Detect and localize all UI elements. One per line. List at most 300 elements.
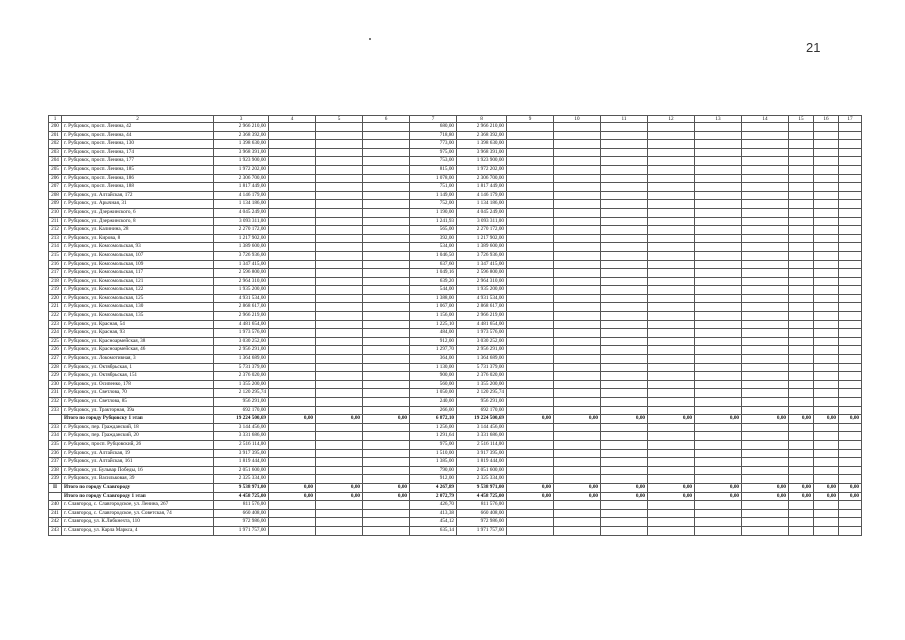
value-cell: 2 956 291,00 bbox=[457, 346, 507, 355]
value-cell: 1 817 449,00 bbox=[214, 183, 269, 192]
value-cell bbox=[695, 372, 742, 381]
value-cell bbox=[269, 475, 316, 484]
value-cell bbox=[507, 303, 554, 312]
value-cell bbox=[742, 243, 789, 252]
address-cell: Итого по городу Славгороду bbox=[62, 483, 214, 492]
row-number: 219 bbox=[49, 286, 62, 295]
row-number bbox=[49, 492, 62, 501]
address-cell: г. Рубцовск, пер. Гражданский, 20 bbox=[62, 432, 214, 441]
value-cell: 0,00 bbox=[648, 483, 695, 492]
value-cell bbox=[363, 423, 410, 432]
value-cell bbox=[507, 458, 554, 467]
value-cell bbox=[363, 389, 410, 398]
value-cell bbox=[554, 251, 601, 260]
value-cell: 1 156,00 bbox=[410, 312, 457, 321]
value-cell bbox=[269, 449, 316, 458]
value-cell bbox=[363, 320, 410, 329]
value-cell bbox=[839, 260, 862, 269]
value-cell bbox=[316, 372, 363, 381]
value-cell: 0,00 bbox=[363, 415, 410, 424]
value-cell: 1 819 444,00 bbox=[214, 458, 269, 467]
value-cell bbox=[695, 269, 742, 278]
value-cell bbox=[814, 406, 839, 415]
value-cell bbox=[789, 423, 814, 432]
value-cell bbox=[316, 406, 363, 415]
value-cell bbox=[742, 346, 789, 355]
value-cell bbox=[695, 208, 742, 217]
value-cell bbox=[695, 389, 742, 398]
table-row bbox=[49, 440, 862, 449]
value-cell bbox=[839, 337, 862, 346]
value-cell bbox=[789, 372, 814, 381]
value-cell bbox=[695, 337, 742, 346]
value-cell bbox=[363, 123, 410, 132]
table-row bbox=[49, 458, 862, 467]
value-cell: 2 516 114,00 bbox=[214, 440, 269, 449]
value-cell: 1 398 630,00 bbox=[214, 140, 269, 149]
value-cell bbox=[695, 329, 742, 338]
value-cell bbox=[554, 277, 601, 286]
value-cell: 0,00 bbox=[839, 492, 862, 501]
value-cell bbox=[648, 165, 695, 174]
table-row bbox=[49, 208, 862, 217]
value-cell bbox=[814, 148, 839, 157]
value-cell bbox=[507, 234, 554, 243]
value-cell bbox=[695, 509, 742, 518]
address-cell: г. Рубцовск, ул. Комсомольская, 109 bbox=[62, 260, 214, 269]
header-cell: 13 bbox=[695, 116, 742, 123]
value-cell: 753,00 bbox=[410, 157, 457, 166]
value-cell: 0,00 bbox=[695, 483, 742, 492]
value-cell bbox=[316, 423, 363, 432]
value-cell: 1 049,16 bbox=[410, 269, 457, 278]
value-cell bbox=[648, 251, 695, 260]
value-cell bbox=[363, 355, 410, 364]
value-cell bbox=[648, 363, 695, 372]
row-number: 243 bbox=[49, 526, 62, 535]
row-number: 215 bbox=[49, 251, 62, 260]
value-cell bbox=[695, 363, 742, 372]
row-number: 239 bbox=[49, 475, 62, 484]
value-cell bbox=[742, 406, 789, 415]
value-cell bbox=[507, 286, 554, 295]
value-cell bbox=[839, 234, 862, 243]
value-cell bbox=[742, 458, 789, 467]
value-cell: 0,00 bbox=[554, 415, 601, 424]
value-cell bbox=[316, 183, 363, 192]
value-cell: 811 576,00 bbox=[457, 501, 507, 510]
value-cell bbox=[742, 518, 789, 527]
row-number: II bbox=[49, 483, 62, 492]
value-cell bbox=[269, 131, 316, 140]
table-row bbox=[49, 123, 862, 132]
row-number: 204 bbox=[49, 157, 62, 166]
value-cell bbox=[648, 432, 695, 441]
value-cell bbox=[839, 432, 862, 441]
value-cell bbox=[554, 509, 601, 518]
value-cell bbox=[814, 423, 839, 432]
value-cell: 6 872,10 bbox=[410, 415, 457, 424]
value-cell: 9 538 971,00 bbox=[457, 483, 507, 492]
value-cell bbox=[601, 251, 648, 260]
table-row bbox=[49, 518, 862, 527]
value-cell bbox=[839, 466, 862, 475]
value-cell bbox=[269, 509, 316, 518]
value-cell: 0,00 bbox=[507, 415, 554, 424]
value-cell bbox=[269, 183, 316, 192]
value-cell: 3 968 391,00 bbox=[214, 148, 269, 157]
value-cell bbox=[695, 131, 742, 140]
value-cell bbox=[269, 432, 316, 441]
value-cell bbox=[839, 294, 862, 303]
value-cell: 0,00 bbox=[507, 483, 554, 492]
value-cell bbox=[742, 260, 789, 269]
value-cell bbox=[269, 191, 316, 200]
value-cell bbox=[839, 200, 862, 209]
value-cell bbox=[839, 389, 862, 398]
value-cell bbox=[601, 509, 648, 518]
value-cell bbox=[507, 475, 554, 484]
value-cell bbox=[742, 251, 789, 260]
value-cell: 0,00 bbox=[316, 415, 363, 424]
value-cell bbox=[789, 131, 814, 140]
value-cell bbox=[507, 183, 554, 192]
value-cell bbox=[601, 346, 648, 355]
value-cell bbox=[316, 329, 363, 338]
row-number: 236 bbox=[49, 449, 62, 458]
value-cell bbox=[316, 303, 363, 312]
value-cell bbox=[363, 312, 410, 321]
value-cell: 392,00 bbox=[410, 234, 457, 243]
table-row bbox=[49, 200, 862, 209]
value-cell: 0,00 bbox=[742, 483, 789, 492]
table-row bbox=[49, 432, 862, 441]
value-cell bbox=[316, 509, 363, 518]
value-cell bbox=[269, 260, 316, 269]
value-cell: 1 385,00 bbox=[410, 458, 457, 467]
value-cell bbox=[507, 269, 554, 278]
row-number: 240 bbox=[49, 501, 62, 510]
value-cell bbox=[363, 458, 410, 467]
value-cell bbox=[507, 501, 554, 510]
row-number: 230 bbox=[49, 380, 62, 389]
value-cell bbox=[742, 174, 789, 183]
value-cell bbox=[789, 458, 814, 467]
value-cell bbox=[363, 191, 410, 200]
value-cell: 3 726 936,00 bbox=[457, 251, 507, 260]
value-cell bbox=[648, 157, 695, 166]
value-cell: 3 144 456,00 bbox=[457, 423, 507, 432]
value-cell bbox=[507, 509, 554, 518]
address-cell: г. Рубцовск, ул. Осипенко, 178 bbox=[62, 380, 214, 389]
value-cell bbox=[648, 346, 695, 355]
value-cell: 4 045 249,00 bbox=[457, 208, 507, 217]
row-number: 201 bbox=[49, 131, 62, 140]
value-cell bbox=[839, 526, 862, 535]
value-cell bbox=[601, 131, 648, 140]
value-cell bbox=[601, 329, 648, 338]
value-cell bbox=[316, 208, 363, 217]
value-cell: 3 093 311,00 bbox=[457, 217, 507, 226]
value-cell bbox=[269, 208, 316, 217]
value-cell bbox=[507, 312, 554, 321]
value-cell bbox=[814, 123, 839, 132]
address-cell: г. Рубцовск, ул. Алтайская, 19 bbox=[62, 449, 214, 458]
header-cell: 9 bbox=[507, 116, 554, 123]
value-cell bbox=[316, 518, 363, 527]
header-cell: 1 bbox=[49, 116, 62, 123]
value-cell bbox=[742, 380, 789, 389]
value-cell bbox=[316, 251, 363, 260]
value-cell: 972 986,00 bbox=[214, 518, 269, 527]
value-cell: 3 968 391,00 bbox=[457, 148, 507, 157]
value-cell: 790,00 bbox=[410, 466, 457, 475]
value-cell bbox=[789, 526, 814, 535]
value-cell bbox=[648, 372, 695, 381]
value-cell bbox=[742, 312, 789, 321]
value-cell bbox=[554, 234, 601, 243]
value-cell bbox=[742, 286, 789, 295]
address-cell: г. Рубцовск, пер. Гражданский, 18 bbox=[62, 423, 214, 432]
value-cell: 2 306 700,00 bbox=[214, 174, 269, 183]
value-cell: 266,00 bbox=[410, 406, 457, 415]
value-cell bbox=[601, 174, 648, 183]
value-cell bbox=[269, 372, 316, 381]
value-cell bbox=[695, 432, 742, 441]
header-cell: 2 bbox=[62, 116, 214, 123]
value-cell bbox=[695, 423, 742, 432]
value-cell: 0,00 bbox=[554, 483, 601, 492]
value-cell bbox=[507, 329, 554, 338]
value-cell bbox=[742, 423, 789, 432]
value-cell: 0,00 bbox=[269, 415, 316, 424]
value-cell bbox=[507, 217, 554, 226]
header-cell: 16 bbox=[814, 116, 839, 123]
value-cell bbox=[695, 183, 742, 192]
address-cell: г. Рубцовск, ул. Комсомольская, 125 bbox=[62, 294, 214, 303]
value-cell bbox=[507, 200, 554, 209]
value-cell: 1 078,00 bbox=[410, 174, 457, 183]
value-cell bbox=[601, 432, 648, 441]
value-cell bbox=[601, 501, 648, 510]
value-cell bbox=[695, 200, 742, 209]
value-cell bbox=[648, 226, 695, 235]
value-cell: 2 966 210,00 bbox=[214, 123, 269, 132]
value-cell: 0,00 bbox=[316, 492, 363, 501]
address-cell: Итого по городу Славгороду 1 этап bbox=[62, 492, 214, 501]
value-cell bbox=[648, 208, 695, 217]
value-cell bbox=[507, 346, 554, 355]
value-cell bbox=[507, 260, 554, 269]
value-cell bbox=[789, 234, 814, 243]
value-cell bbox=[316, 140, 363, 149]
value-cell bbox=[601, 406, 648, 415]
value-cell bbox=[601, 277, 648, 286]
value-cell bbox=[648, 475, 695, 484]
value-cell bbox=[316, 337, 363, 346]
value-cell bbox=[316, 200, 363, 209]
value-cell bbox=[839, 226, 862, 235]
table-row bbox=[49, 337, 862, 346]
value-cell bbox=[648, 355, 695, 364]
value-cell bbox=[789, 509, 814, 518]
value-cell bbox=[648, 148, 695, 157]
value-cell bbox=[601, 312, 648, 321]
table-row bbox=[49, 501, 862, 510]
value-cell bbox=[554, 475, 601, 484]
value-cell bbox=[269, 123, 316, 132]
value-cell: 1 190,00 bbox=[410, 208, 457, 217]
value-cell bbox=[601, 183, 648, 192]
value-cell bbox=[554, 501, 601, 510]
value-cell bbox=[554, 200, 601, 209]
table-row bbox=[49, 398, 862, 407]
address-cell: г. Рубцовск, ул. Локомотивная, 3 bbox=[62, 355, 214, 364]
value-cell bbox=[695, 294, 742, 303]
value-cell bbox=[814, 183, 839, 192]
value-cell bbox=[363, 260, 410, 269]
value-cell: 0,00 bbox=[363, 483, 410, 492]
value-cell: 1 935 200,00 bbox=[214, 286, 269, 295]
row-number: 205 bbox=[49, 165, 62, 174]
address-cell: г. Рубцовск, просп. Ленина, 44 bbox=[62, 131, 214, 140]
value-cell bbox=[814, 312, 839, 321]
value-cell bbox=[839, 440, 862, 449]
value-cell bbox=[695, 148, 742, 157]
row-number: 218 bbox=[49, 277, 62, 286]
value-cell bbox=[814, 337, 839, 346]
value-cell bbox=[814, 191, 839, 200]
value-cell bbox=[789, 355, 814, 364]
value-cell bbox=[554, 355, 601, 364]
value-cell bbox=[363, 208, 410, 217]
table-row bbox=[49, 131, 862, 140]
value-cell bbox=[554, 174, 601, 183]
address-cell: г. Рубцовск, ул. Красная, 54 bbox=[62, 320, 214, 329]
value-cell bbox=[269, 501, 316, 510]
value-cell bbox=[814, 466, 839, 475]
address-cell: г. Рубцовск, ул. Комсомольская, 130 bbox=[62, 303, 214, 312]
value-cell bbox=[601, 475, 648, 484]
value-cell bbox=[316, 131, 363, 140]
value-cell bbox=[507, 191, 554, 200]
value-cell bbox=[363, 518, 410, 527]
value-cell: 639,20 bbox=[410, 277, 457, 286]
value-cell bbox=[269, 269, 316, 278]
row-number: 223 bbox=[49, 320, 62, 329]
value-cell bbox=[554, 363, 601, 372]
value-cell: 1 241,93 bbox=[410, 217, 457, 226]
value-cell bbox=[363, 277, 410, 286]
value-cell: 2 516 114,00 bbox=[457, 440, 507, 449]
value-cell bbox=[507, 277, 554, 286]
table-row bbox=[49, 380, 862, 389]
value-cell bbox=[316, 260, 363, 269]
value-cell bbox=[695, 518, 742, 527]
value-cell: 426,70 bbox=[410, 501, 457, 510]
value-cell bbox=[839, 208, 862, 217]
address-cell: г. Рубцовск, ул. Комсомольская, 121 bbox=[62, 277, 214, 286]
value-cell bbox=[814, 518, 839, 527]
value-cell bbox=[554, 312, 601, 321]
value-cell bbox=[695, 140, 742, 149]
value-cell bbox=[839, 251, 862, 260]
value-cell: 1 225,10 bbox=[410, 320, 457, 329]
value-cell bbox=[601, 372, 648, 381]
value-cell bbox=[648, 191, 695, 200]
value-cell bbox=[507, 398, 554, 407]
value-cell: 2 966 219,00 bbox=[457, 312, 507, 321]
value-cell bbox=[789, 440, 814, 449]
row-number: 241 bbox=[49, 509, 62, 518]
value-cell bbox=[814, 157, 839, 166]
value-cell bbox=[695, 475, 742, 484]
value-cell bbox=[554, 208, 601, 217]
value-cell: 4 458 725,00 bbox=[214, 492, 269, 501]
value-cell bbox=[789, 380, 814, 389]
total-row bbox=[49, 415, 862, 424]
value-cell bbox=[789, 140, 814, 149]
value-cell bbox=[839, 458, 862, 467]
value-cell bbox=[814, 303, 839, 312]
row-number: 207 bbox=[49, 183, 62, 192]
value-cell bbox=[648, 277, 695, 286]
value-cell bbox=[363, 183, 410, 192]
value-cell bbox=[507, 355, 554, 364]
value-cell: 1 046,50 bbox=[410, 251, 457, 260]
value-cell: 0,00 bbox=[814, 415, 839, 424]
value-cell bbox=[742, 226, 789, 235]
value-cell bbox=[507, 406, 554, 415]
value-cell bbox=[742, 466, 789, 475]
value-cell: 718,80 bbox=[410, 131, 457, 140]
value-cell bbox=[316, 466, 363, 475]
value-cell bbox=[839, 509, 862, 518]
value-cell bbox=[839, 449, 862, 458]
value-cell bbox=[601, 191, 648, 200]
header-cell: 10 bbox=[554, 116, 601, 123]
value-cell: 0,00 bbox=[363, 492, 410, 501]
value-cell bbox=[316, 380, 363, 389]
value-cell: 0,00 bbox=[695, 415, 742, 424]
value-cell: 0,00 bbox=[742, 415, 789, 424]
value-cell bbox=[648, 200, 695, 209]
value-cell bbox=[363, 406, 410, 415]
value-cell bbox=[316, 501, 363, 510]
value-cell bbox=[695, 286, 742, 295]
value-cell bbox=[814, 140, 839, 149]
value-cell bbox=[363, 509, 410, 518]
row-number: 233 bbox=[49, 406, 62, 415]
value-cell bbox=[601, 458, 648, 467]
value-cell: 4 458 725,00 bbox=[457, 492, 507, 501]
table-row bbox=[49, 320, 862, 329]
value-cell bbox=[269, 234, 316, 243]
value-cell bbox=[742, 329, 789, 338]
value-cell bbox=[316, 346, 363, 355]
value-cell: 2 120 295,74 bbox=[457, 389, 507, 398]
value-cell bbox=[814, 475, 839, 484]
page-number: 21 bbox=[806, 40, 821, 55]
value-cell bbox=[601, 398, 648, 407]
value-cell: 2 964 310,00 bbox=[457, 277, 507, 286]
value-cell bbox=[269, 226, 316, 235]
value-cell bbox=[789, 363, 814, 372]
value-cell bbox=[789, 466, 814, 475]
row-number: 214 bbox=[49, 243, 62, 252]
value-cell bbox=[814, 440, 839, 449]
value-cell bbox=[554, 458, 601, 467]
